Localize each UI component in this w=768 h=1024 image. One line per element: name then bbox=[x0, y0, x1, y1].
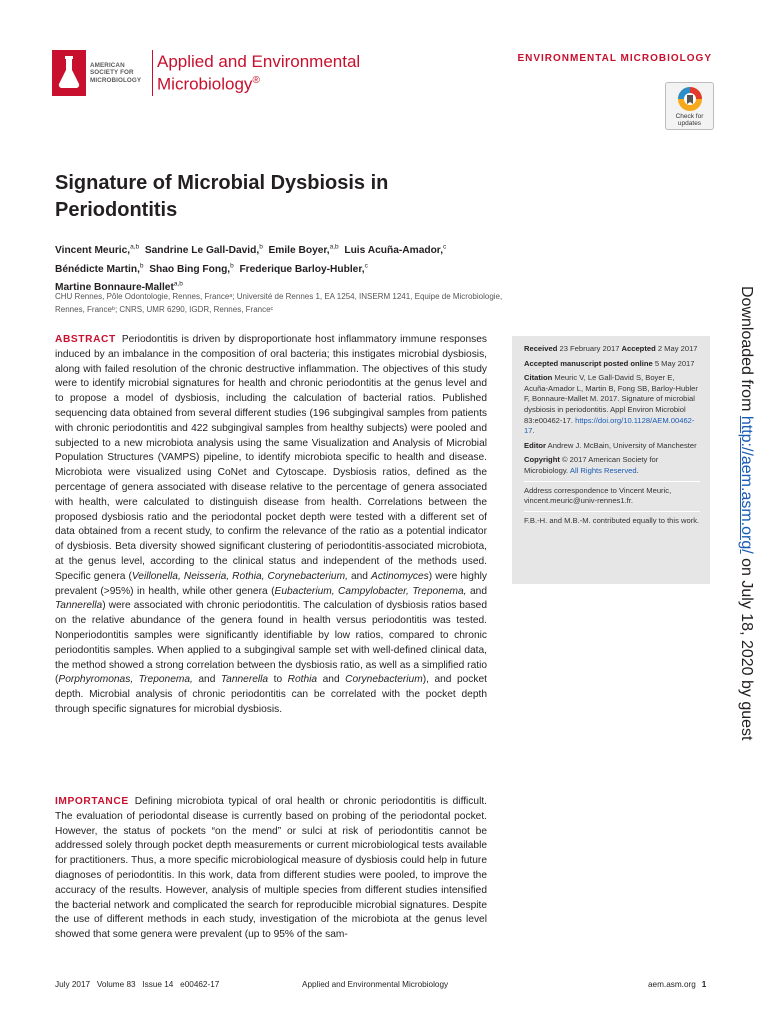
citation: Citation Meuric V, Le Gall-David S, Boyer E, Acuña-Amador L, Martin B, Fong SB, Barloy-Hubler F, Bonnaure-Mallet M. 2017. Signature of microbial dysbiosis in periodontitis. Appl Environ Microbiol 83:e00462-17. https://doi.org/10.1128/AEM.00462-17. bbox=[524, 373, 698, 436]
article-title: Signature of Microbial Dysbiosis in Periodontitis bbox=[55, 172, 389, 221]
asm-flask-icon bbox=[52, 50, 86, 96]
check-updates-icon bbox=[677, 86, 703, 112]
author: Sandrine Le Gall-David,$^b$ bbox=[144, 244, 263, 257]
footer-issue: July 2017 Volume 83 Issue 14 e00462-17 bbox=[55, 980, 220, 989]
journal-name-line-1: Applied and Environmental bbox=[157, 52, 361, 72]
copyright: Copyright © 2017 American Society for Microbiology. All Rights Reserved. bbox=[524, 455, 659, 475]
contribution-note: F.B.-H. and M.B.-M. contributed equally to this work. bbox=[524, 515, 700, 525]
page-number: 1 bbox=[701, 980, 707, 989]
author: Emile Boyer,$^{a,b}$ bbox=[268, 244, 339, 257]
check-updates-label-1: Check for bbox=[675, 113, 704, 120]
registered-mark: ® bbox=[252, 75, 260, 87]
rights-link[interactable]: All Rights Reserved bbox=[569, 465, 637, 475]
importance-section: IMPORTANCE Defining microbiota typical of oral health or chronic periodontitis is difficult. The evaluation of periodontal disease is currently based on probing of the periodontal pocket. However, the status of pockets “on the mend” or sulci at risk of periodontitis cannot be addressed solely through pocket depth measurements or current microbiological tests available for practitioners. Thus, a more specific microbiological measure of dysbiosis could help in future diagnoses of periodontitis. In this work, data from different studies were pooled, to improve the accuracy of the results. However, analysis of multiple species from different studies intensified the bacterial network and complicated the search for reproducible microbial signatures. Despite the use of different methods in each study, investigation of the microbiota at the genus level showed that some genera were prevalent (up to 95% of the sam- bbox=[55, 796, 487, 941]
article-info-sidebar bbox=[512, 336, 710, 584]
check-for-updates-button[interactable] bbox=[665, 82, 714, 130]
author: Martine Bonnaure-Mallet$^{a,b}$ bbox=[55, 280, 183, 294]
download-link[interactable]: http://aem.asm.org/ bbox=[738, 415, 755, 554]
posted-date: Accepted manuscript posted online 5 May 2017 bbox=[524, 358, 695, 368]
society-line-3: MICROBIOLOGY bbox=[90, 76, 142, 84]
download-note: Downloaded from http://aem.asm.org/ on July 18, 2020 by guest bbox=[738, 286, 755, 741]
journal-name-line-2: Microbiology bbox=[157, 74, 253, 94]
author: Bénédicte Martin,$^b$ bbox=[55, 262, 144, 275]
section-label: ENVIRONMENTAL MICROBIOLOGY bbox=[517, 53, 712, 64]
author-list bbox=[55, 240, 495, 295]
affiliations: CHU Rennes, Pôle Odontologie, Rennes, Franceᵃ; Université de Rennes 1, EA 1254, INSERM 1241, Equipe de Microbiologie, Rennes, Franceᵇ; CNRS, UMR 6290, IGDR, Rennes, Franceᶜ bbox=[55, 292, 503, 314]
sidebar-divider bbox=[524, 511, 700, 512]
importance-label: IMPORTANCE bbox=[55, 796, 129, 807]
abstract-label: ABSTRACT bbox=[55, 334, 116, 345]
author: Frederique Barloy-Hubler,$^c$ bbox=[239, 262, 368, 275]
author: Shao Bing Fong,$^b$ bbox=[149, 262, 234, 275]
doi-link[interactable]: https://doi.org/10.1128/AEM.00462-17 bbox=[524, 415, 695, 436]
sidebar-divider bbox=[524, 481, 700, 482]
author: Vincent Meuric,$^{a,b}$ bbox=[55, 244, 140, 257]
society-line-1: AMERICAN bbox=[90, 61, 125, 69]
society-name bbox=[90, 62, 150, 84]
journal-logo bbox=[52, 48, 360, 98]
correspondence: Address correspondence to Vincent Meuric, vincent.meuric@univ-rennes1.fr. bbox=[524, 485, 672, 506]
footer-site bbox=[648, 980, 706, 989]
footer-site-url[interactable]: aem.asm.org bbox=[648, 980, 696, 989]
logo-divider bbox=[152, 50, 153, 96]
society-line-2: SOCIETY FOR bbox=[90, 69, 134, 77]
check-updates-label-2: updates bbox=[677, 120, 702, 127]
received-dates: Received 23 February 2017 Accepted 2 May 2017 bbox=[524, 344, 698, 353]
author: Luis Acuña-Amador,$^c$ bbox=[344, 244, 447, 257]
footer-journal: Applied and Environmental Microbiology bbox=[302, 980, 449, 989]
editor: Editor Andrew J. McBain, University of Manchester bbox=[524, 440, 697, 450]
journal-name bbox=[157, 52, 360, 94]
abstract-section: ABSTRACT Periodontitis is driven by disproportionate host inflammatory immune responses induced by an imbalance in the composition of oral bacteria; this instigates microbial dysbiosis, along with failed resolution of the chronic destructive inflammation. The objectives of this study were to identify microbial signatures for health and chronic periodontitis at the genus level and to propose a model of dysbiosis, including the calculation of bacterial ratios. Published sequencing data obtained from several different studies (196 subgingival samples from patients with chronic periodontitis and 422 subgingival samples from healthy subjects) were pooled and subjected to a new microbiota analysis using the same Visualization and Analysis of Microbial Population Structures (VAMPS) pipeline, to identify microbiota specific to health and disease. Microbiota were visualized using CoNet and Cytoscape. Dysbiosis ratios, defined as the percentage of genera associated with disease relative to the percentage of genera associated with health, were calculated to distinguish disease from health. Correlations between the proposed dysbiosis ratio and the periodontal pocket depth were tested with a different set of data obtained from a recent study, to confirm the relevance of the ratio as a potential indicator of dysbiosis. Beta diversity showed significant clustering of periodontitis-associated microbiota, at the genus level, according to the clinical status and independent of the methods used. Specific genera (Veillonella, Neisseria, Rothia, Corynebacterium, and Actinomyces) were highly prevalent (>95%) in health, while other genera (Eubacterium, Campylobacter, Treponema, and Tannerella) were associated with chronic periodontitis. The calculation of dysbiosis ratios based on the relative abundance of the genera found in health versus periodontitis was tested. Nonperiodontitis samples were significantly identifiable by low ratios, compared to chronic periodontitis samples. When applied to a subgingival sample set with well-defined clinical data, the method showed a strong correlation between the dysbiosis ratio, as well as a simplified ratio (Porphyromonas, Treponema, and Tannerella to Rothia and Corynebacterium), and pocket depth. Microbial analysis of chronic periodontitis can be correlated with the pocket depth through specific signatures for microbial dysbiosis. bbox=[55, 334, 487, 715]
